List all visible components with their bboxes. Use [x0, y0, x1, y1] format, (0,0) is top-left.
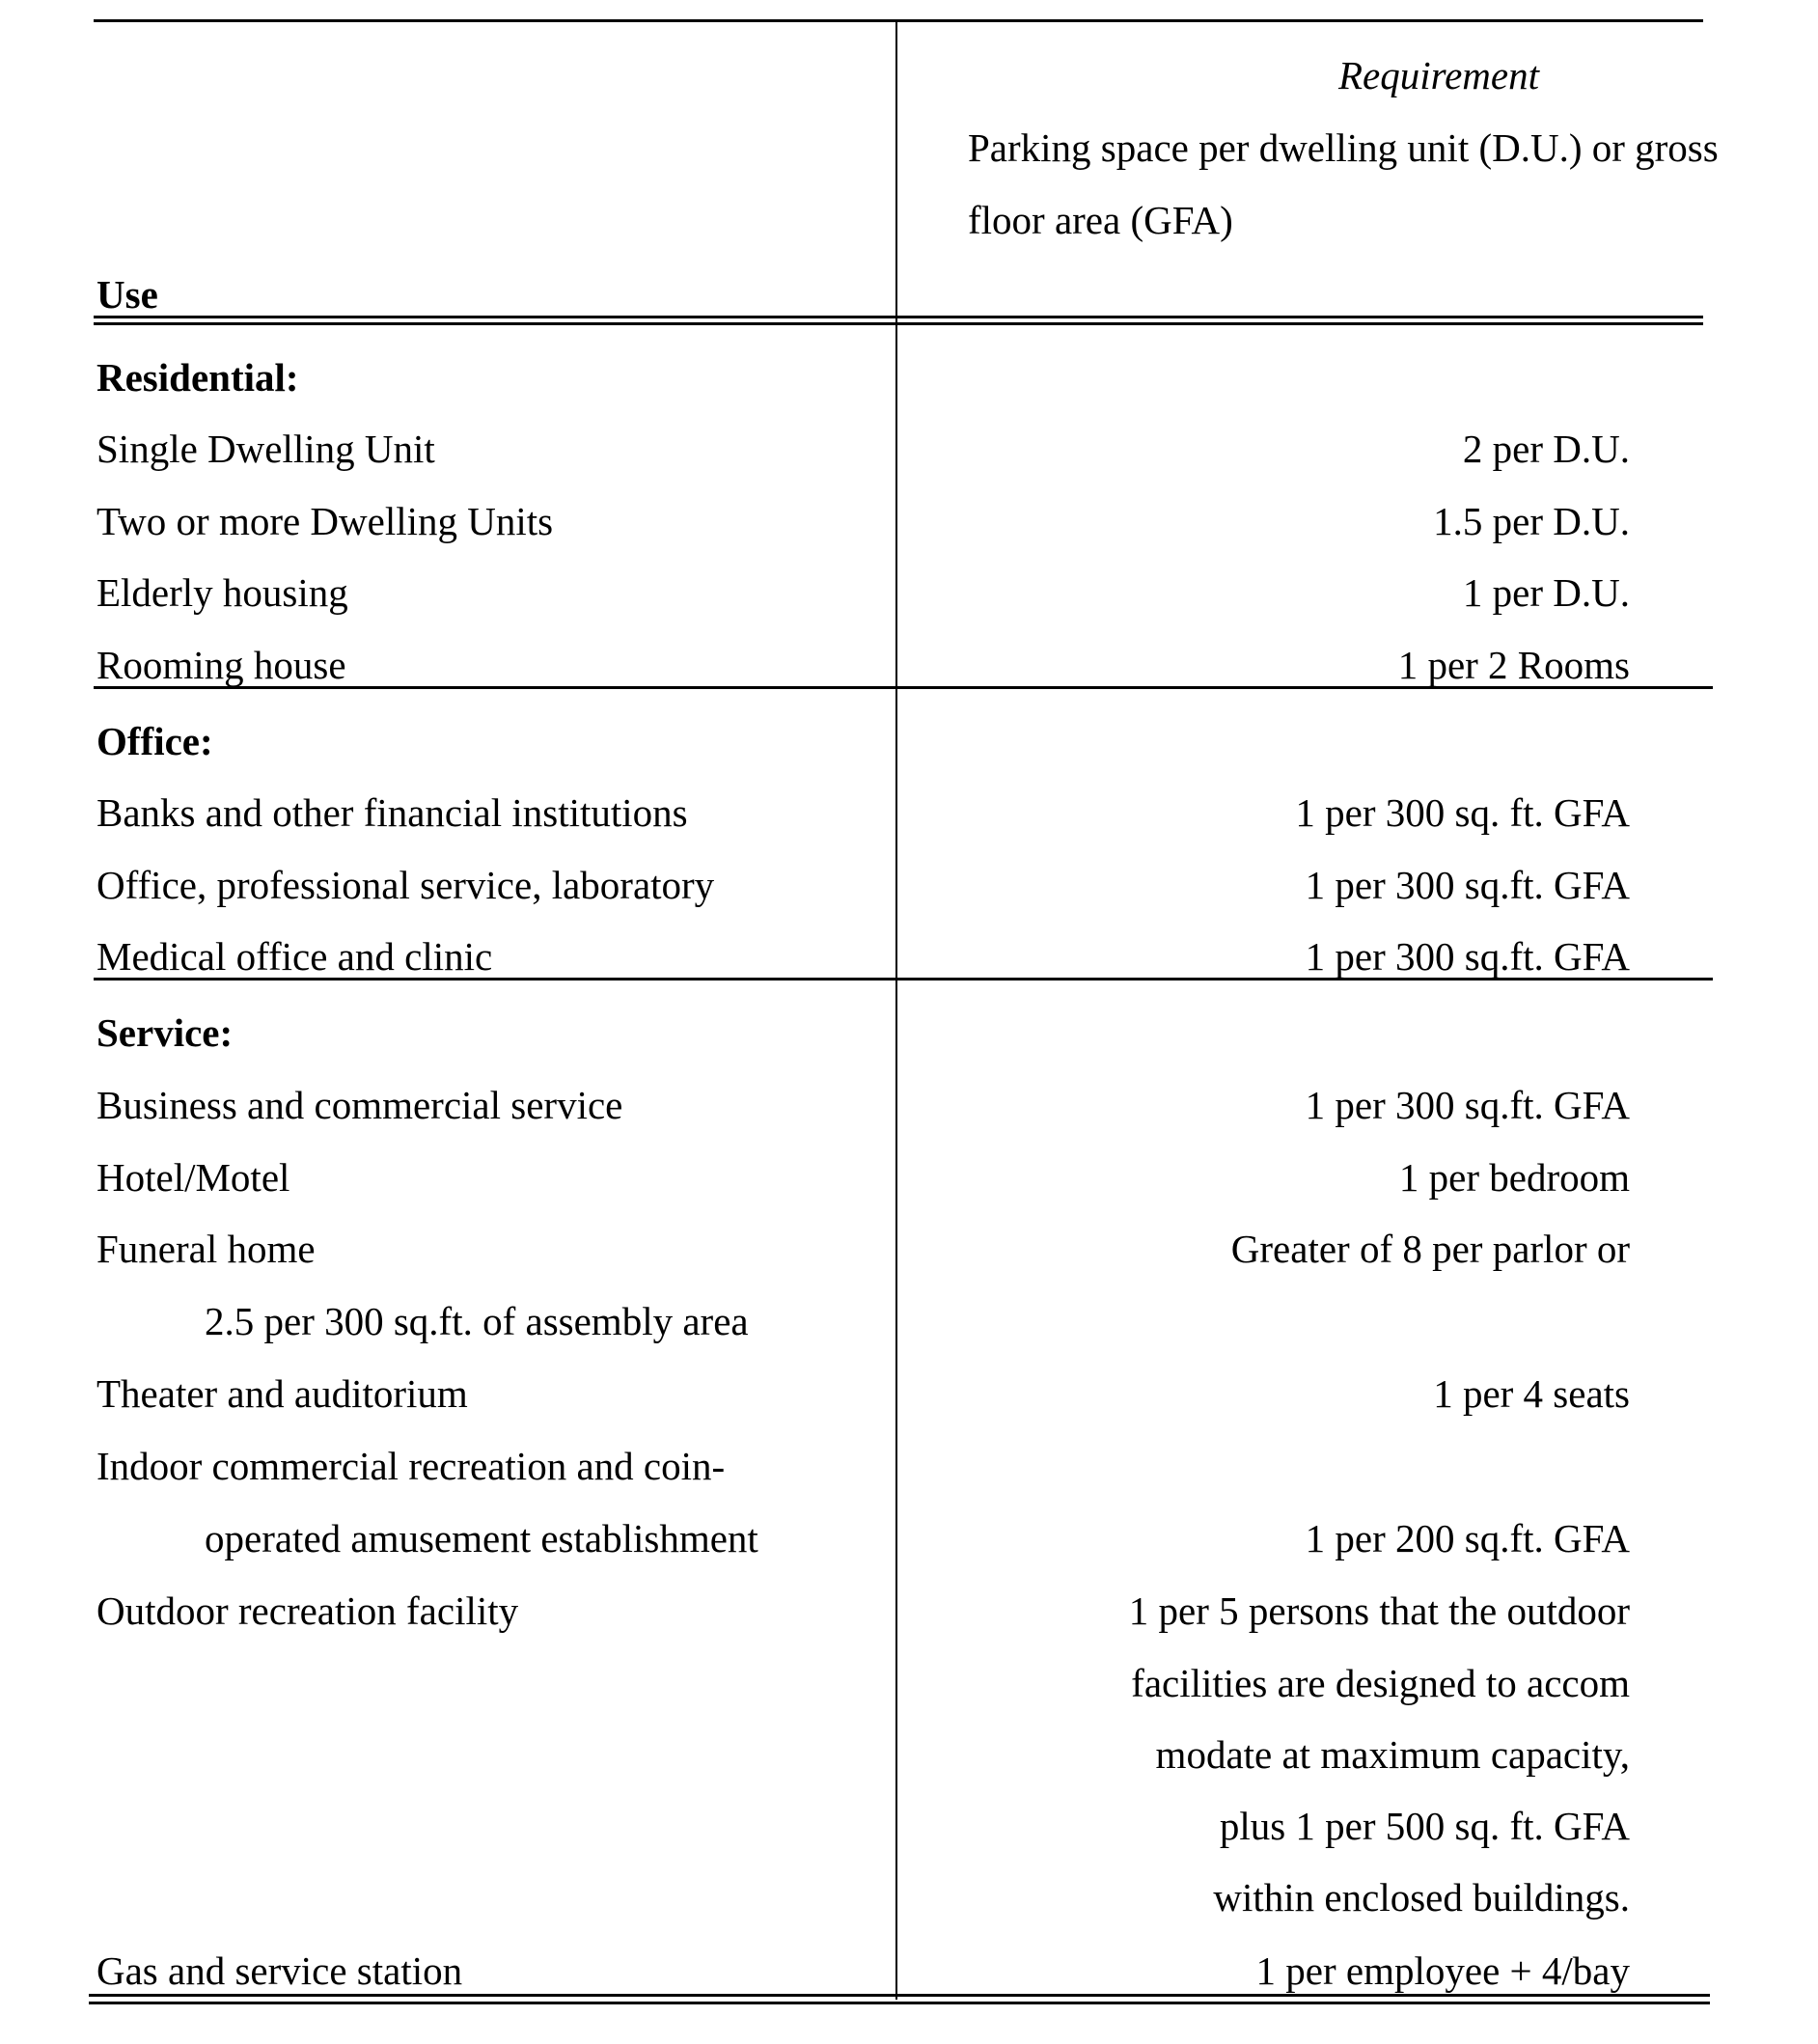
row-requirement-continuation: facilities are designed to accom [1131, 1661, 1630, 1705]
section-title-residential: Residential: [96, 355, 299, 400]
column-divider [895, 21, 897, 2000]
row-requirement: 1 per 2 Rooms [1397, 643, 1630, 687]
row-use: Funeral home [96, 1227, 316, 1271]
header-double-rule-1 [94, 316, 1703, 318]
row-requirement: 1 per 4 seats [1433, 1371, 1630, 1416]
row-requirement: 1 per 300 sq.ft. GFA [1305, 1083, 1630, 1127]
bottom-double-rule-1 [89, 1994, 1710, 1997]
row-requirement: 1 per bedroom [1398, 1155, 1630, 1200]
section-title-office: Office: [96, 719, 213, 763]
row-requirement-continuation: within enclosed buildings. [1213, 1875, 1630, 1920]
row-use: Indoor commercial recreation and coin- [96, 1444, 726, 1488]
top-rule [94, 19, 1703, 22]
row-requirement-continuation: modate at maximum capacity, [1155, 1732, 1630, 1777]
row-requirement: Greater of 8 per parlor or [1230, 1227, 1630, 1271]
requirement-subheading-line2: floor area (GFA) [968, 198, 1233, 242]
row-requirement: 2 per D.U. [1462, 427, 1630, 471]
row-use-continuation: 2.5 per 300 sq.ft. of assembly area [205, 1299, 749, 1343]
row-use: Hotel/Motel [96, 1155, 290, 1200]
row-requirement-continuation: plus 1 per 500 sq. ft. GFA [1219, 1804, 1630, 1848]
row-use-continuation: operated amusement establishment [205, 1516, 758, 1561]
row-use: Two or more Dwelling Units [96, 499, 554, 543]
row-use: Outdoor recreation facility [96, 1588, 519, 1633]
row-requirement: 1 per 300 sq.ft. GFA [1305, 934, 1630, 979]
row-requirement: 1.5 per D.U. [1433, 499, 1630, 543]
row-requirement: 1 per 300 sq. ft. GFA [1295, 790, 1630, 835]
row-use: Theater and auditorium [96, 1371, 468, 1416]
section-title-service: Service: [96, 1010, 234, 1055]
header-double-rule-2 [94, 322, 1703, 325]
row-use: Elderly housing [96, 570, 348, 615]
row-use: Rooming house [96, 643, 346, 687]
requirement-heading: Requirement [1338, 53, 1539, 97]
row-requirement: 1 per D.U. [1462, 570, 1630, 615]
bottom-double-rule-2 [89, 2002, 1710, 2004]
requirement-subheading-line1: Parking space per dwelling unit (D.U.) or gross [968, 125, 1719, 170]
row-use: Business and commercial service [96, 1083, 623, 1127]
row-requirement: 1 per 300 sq.ft. GFA [1305, 863, 1630, 907]
row-use: Gas and service station [96, 1948, 463, 1993]
row-use: Office, professional service, laboratory [96, 863, 715, 907]
row-requirement: 1 per 5 persons that the outdoor [1128, 1588, 1630, 1633]
row-requirement: 1 per 200 sq.ft. GFA [1305, 1516, 1630, 1561]
row-use: Banks and other financial institutions [96, 790, 688, 835]
row-use: Single Dwelling Unit [96, 427, 435, 471]
use-heading: Use [96, 272, 158, 317]
row-use: Medical office and clinic [96, 934, 493, 979]
row-requirement: 1 per employee + 4/bay [1255, 1948, 1630, 1993]
